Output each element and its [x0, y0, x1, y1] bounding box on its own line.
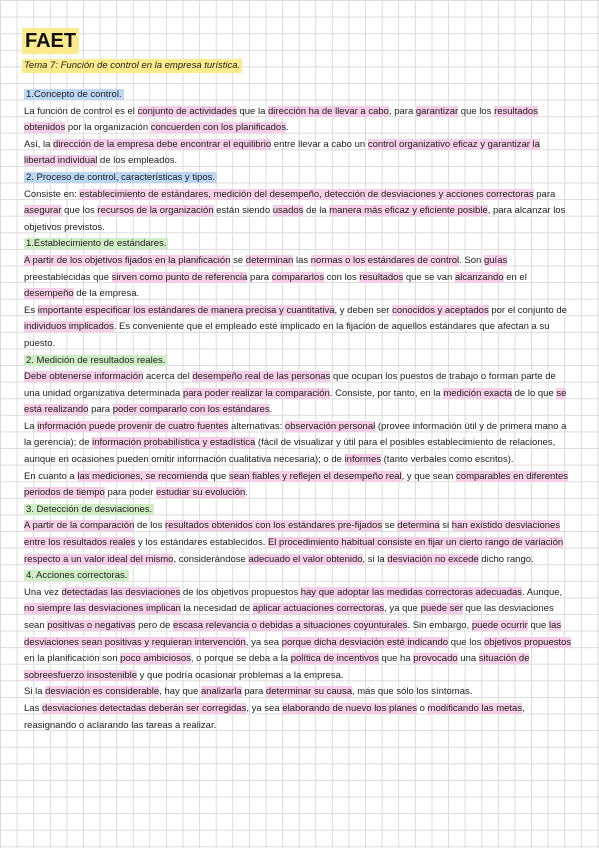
paragraph: Si la desviación es considerable, hay que analizarla para determinar su causa, más que sólo los síntomas.: [24, 686, 473, 698]
paragraph: Las desviaciones detectadas deberán ser corregidas, ya sea elaborando de nuevo los planes o modificando las metas, reasignando o aclarando las tareas a realizar.: [24, 702, 525, 731]
section-heading: 1.Concepto de control.: [26, 89, 122, 100]
paragraph: En cuanto a las mediciones, se recomienda que sean fiables y reflejen el desempeño real, y que sean comparables en diferentes periodos de tiempo para poder estudiar su evolución.: [24, 470, 569, 499]
paragraph: Consiste en: establecimiento de estándares, medición del desempeño, detección de desviaciones y acciones correctoras para asegurar que los recursos de la organización están siendo usados de la manera más eficaz y eficiente posible, para alcanzar los objetivos previstos.: [24, 188, 566, 233]
subsection-heading: 4. Acciones correctoras.: [26, 570, 128, 582]
subsection-heading: 3. Detección de desviaciones.: [26, 503, 153, 515]
paragraph: Debe obtenerse información acerca del desempeño real de las personas que ocupan los puestos de trabajo o forman parte de una unidad organizativa determinada para poder realizar la comparación. Consiste, por tanto, en la medición exacta de lo que se está realizando para poder compararlo con los estándares.: [24, 371, 567, 416]
paragraph: Así, la dirección de la empresa debe encontrar el equilibrio entre llevar a cabo un control organizativo eficaz y garantizar la libertad individual de los empleados.: [24, 138, 540, 167]
document-subtitle: Tema 7: Función de control en la empresa turística.: [24, 60, 241, 71]
subsection-heading: 2. Medición de resultados reales.: [26, 354, 166, 366]
paragraph: La función de control es el conjunto de actividades que la dirección ha de llevar a cabo, para garantizar que los resultados obtenidos por la organización concuerden con los planificados.: [24, 105, 538, 134]
paragraph: A partir de los objetivos fijados en la planificación se determinan las normas o los estándares de control. Son guías preestablecidas que sirven como punto de referencia para compararlos con los resultados que se van alcanzando en el desempeño de la empresa.: [24, 254, 527, 300]
paragraph: La información puede provenir de cuatro fuentes alternativas: observación personal (provee información útil y de primera mano a la gerencia); de información probabilística y estadística (fácil de visualizar y útil para el posibles establecimiento de relaciones, aunque en ocasiones pueden omitir información cualitativa necesaria); o de informes (tanto verbales como escritos).: [24, 420, 567, 466]
section-heading: 2. Proceso de control, características y tipos.: [26, 171, 216, 183]
subsection-heading: 1.Establecimiento de estándares.: [26, 238, 167, 250]
document-title: FAET: [22, 28, 79, 54]
paragraph: Una vez detectadas las desviaciones de los objetivos propuestos hay que adoptar las medidas correctoras adecuadas. Aunque, no siempre las desviaciones implican la necesidad de aplicar actuaciones correctoras, ya que puede ser que las desviaciones sean positivas o negativas pero de escasa relevancia o debidas a situaciones coyunturales. Sin embargo, puede ocurrir que las desviaciones sean positivas y requieran intervención, ya sea porque dicha desviación esté indicando que los objetivos propuestos en la planificación son poco ambiciosos, o porque se deba a la política de incentivos que ha provocado una situación de sobreesfuerzo insostenible y que podría ocasionar problemas a la empresa.: [24, 586, 572, 681]
paragraph: A partir de la comparación de los resultados obtenidos con los estándares pre-fijados se determina si han existido desviaciones entre los resultados reales y los estándares establecidos. El procedimiento habitual consiste en fijar un cierto rango de variación respecto a un valor ideal del mismo, considerándose adecuado el valor obtenido, si la desviación no excede dicho rango.: [24, 520, 564, 565]
paragraph: Es importante especificar los estándares de manera precisa y cuantitativa, y deben ser conocidos y aceptados por el conjunto de individuos implicados. Es conveniente que el empleado esté implicado en la fijación de aquellos estándares que afectan a su puesto.: [24, 304, 567, 349]
document-page: [24, 28, 572, 734]
